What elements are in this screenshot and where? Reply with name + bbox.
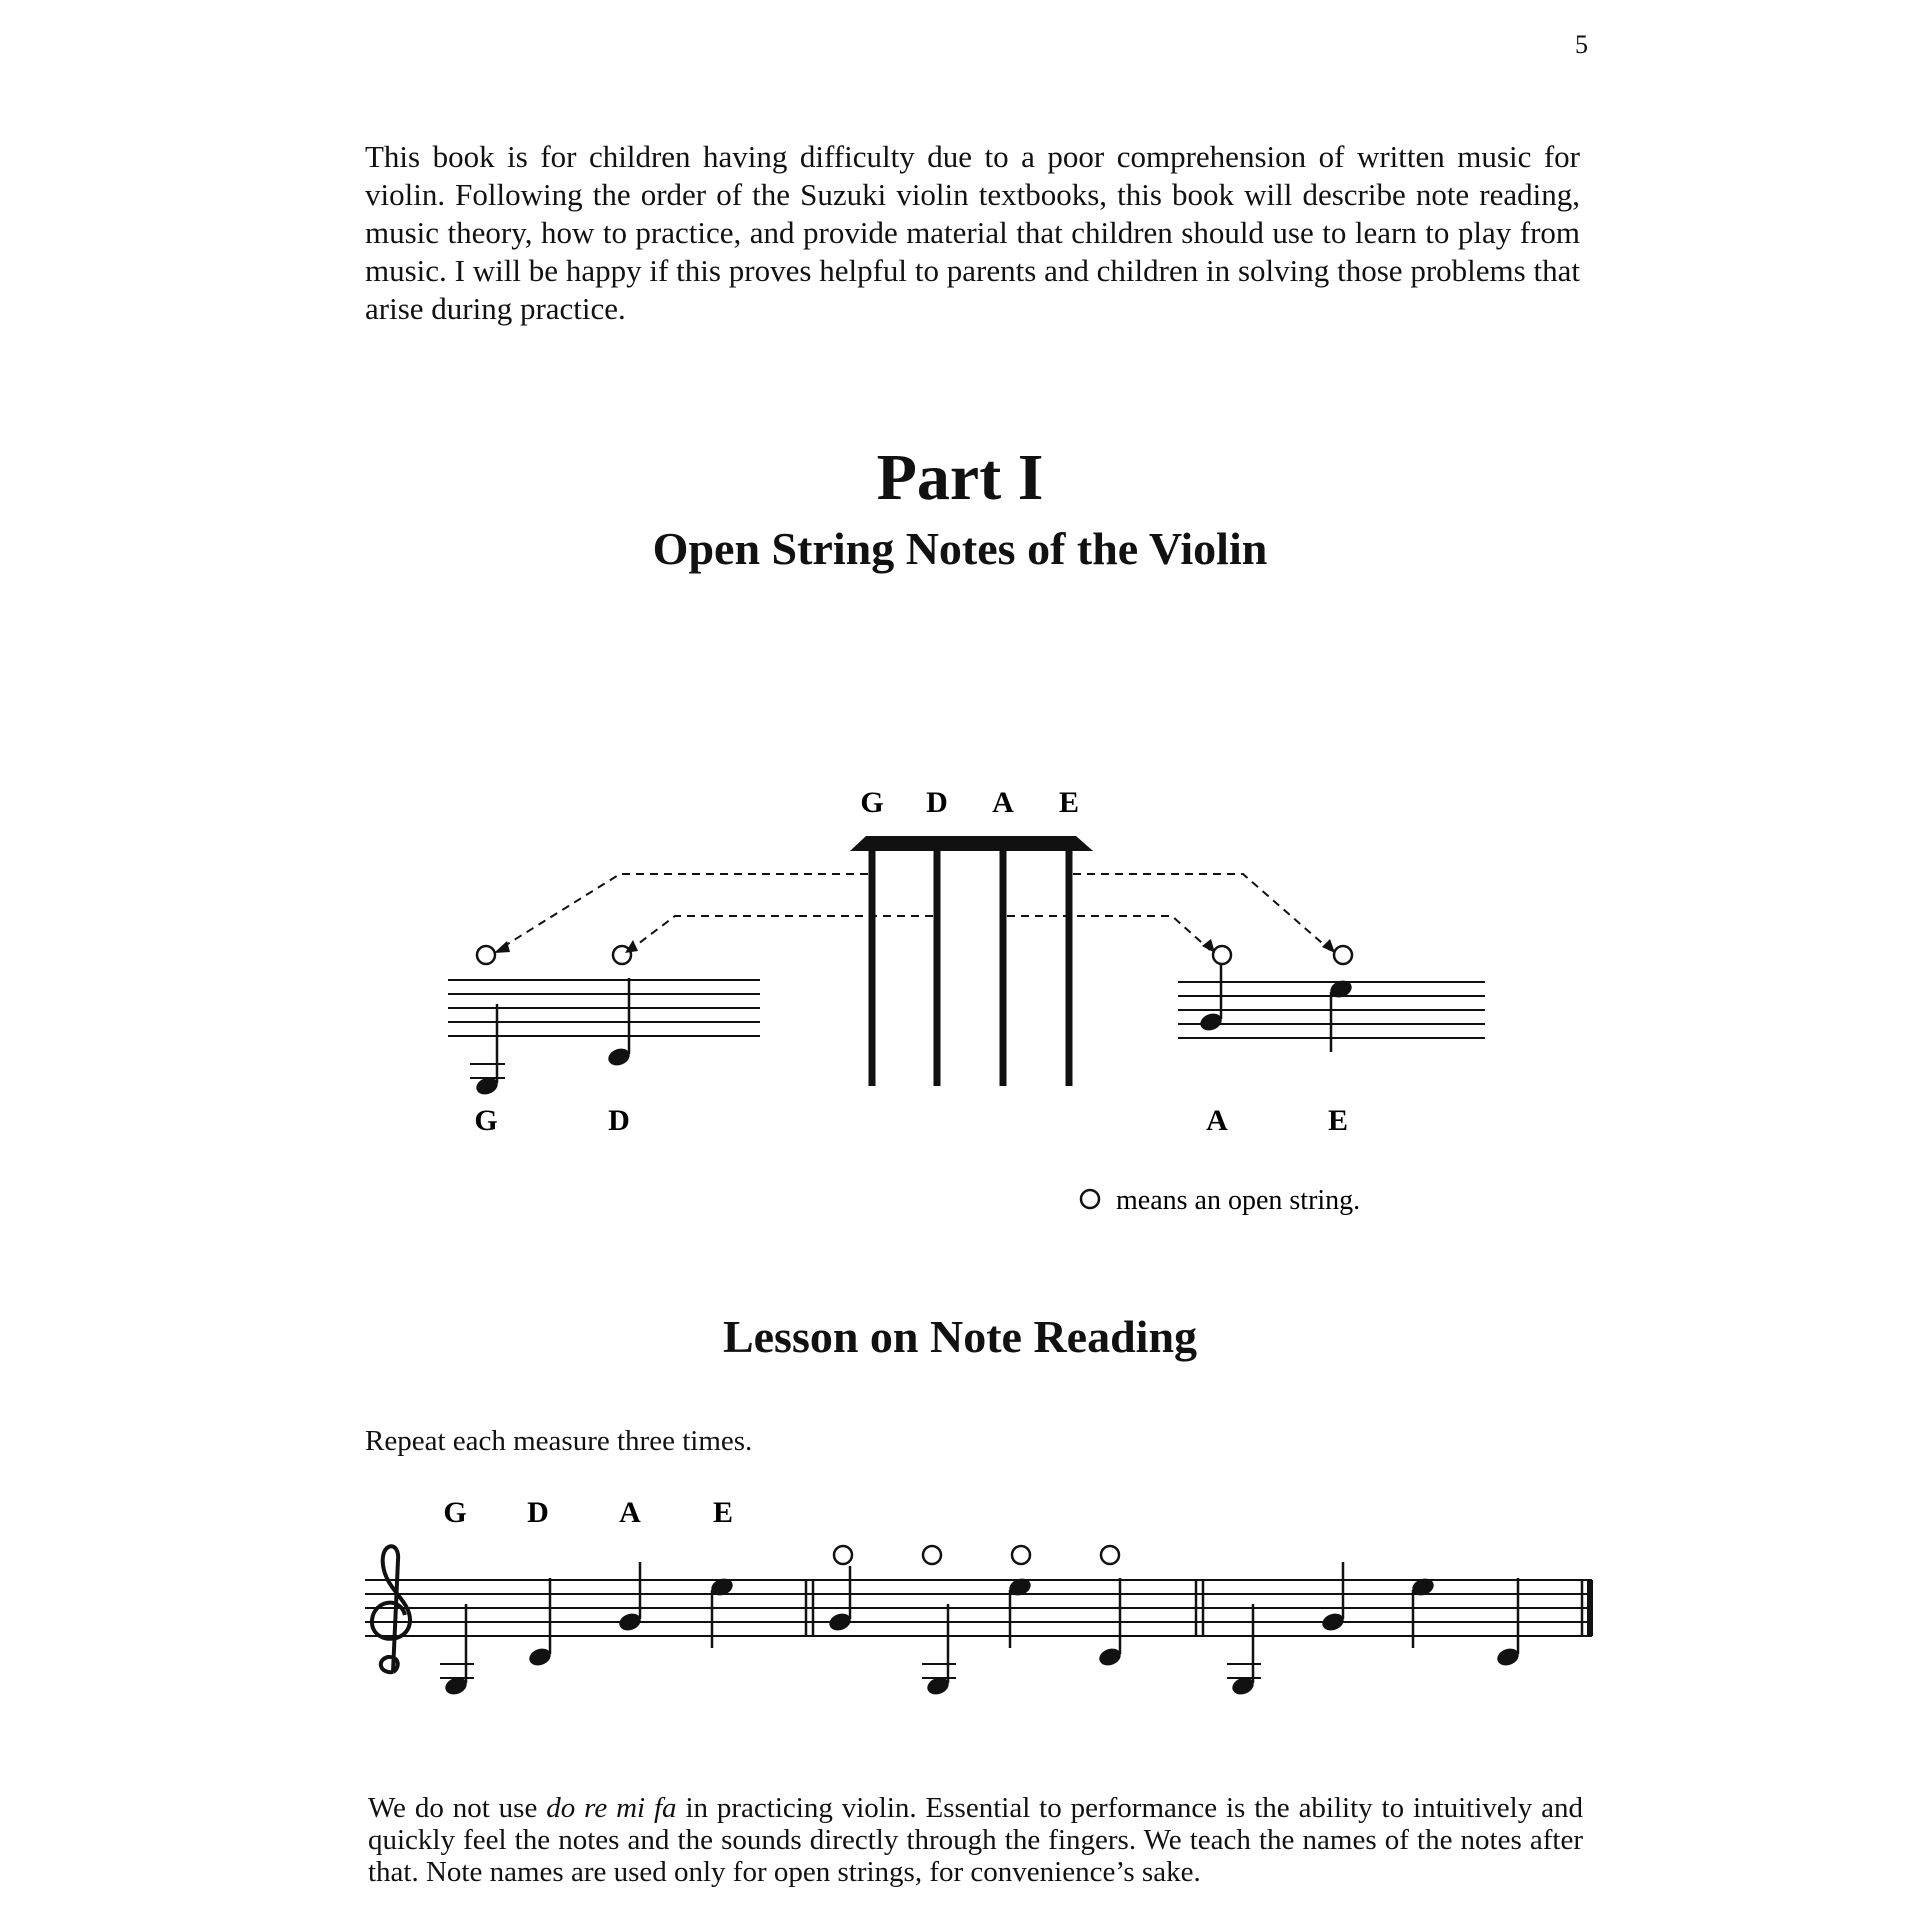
measure-1-note-e: [709, 1576, 735, 1648]
lesson-label-a: A: [619, 1496, 641, 1529]
intro-paragraph: This book is for children having difficulty due to a poor comprehension of written music for violin. Following the order of the Suzuki violin textbooks, this book will describe note reading, music theory, how to practice, and provide material that children should use to learn to play from music. I will be happy if this proves helpful to parents and children in solving those problems that arise during practice.: [365, 139, 1580, 326]
lesson-label-g: G: [443, 1496, 467, 1529]
measure-2-note-g: [925, 1604, 951, 1697]
lesson-label-e: E: [712, 1496, 734, 1529]
note-label-d: D: [608, 1104, 630, 1137]
measure-2-note-e: [1007, 1576, 1033, 1648]
lesson-title: Lesson on Note Reading: [722, 1311, 1198, 1362]
note-label-e: E: [1327, 1104, 1349, 1137]
note-label-g: G: [474, 1104, 498, 1137]
lesson-label-d: D: [527, 1496, 549, 1529]
part-subtitle: Open String Notes of the Violin: [652, 523, 1268, 574]
measure-2-note-d: [1097, 1578, 1123, 1668]
measure-2-note-a: [827, 1566, 853, 1633]
measure-1-note-d: [527, 1578, 553, 1668]
note-label-a: A: [1206, 1104, 1228, 1137]
string-label-g: G: [860, 786, 884, 819]
string-label-e: E: [1058, 786, 1080, 819]
part-title: Part I: [876, 441, 1044, 514]
measure-1: [443, 1562, 735, 1697]
measure-3-note-d: [1495, 1578, 1521, 1668]
lesson-instruction: Repeat each measure three times.: [365, 1425, 753, 1457]
string-label-a: A: [992, 786, 1014, 819]
measure-3-note-g: [1230, 1604, 1256, 1697]
measure-2-open-circles: [834, 1546, 1119, 1564]
closing-text-end: in practicing violin. Essential to performance is the ability to intuitively and quickly feel the notes and the sounds directly through the fingers. We teach the names of the notes after that. Note names are used only for open strings, for convenience’s sake.: [368, 1792, 1583, 1888]
measure-1-note-a: [617, 1562, 643, 1633]
measure-3-note-a: [1320, 1562, 1346, 1633]
measure-3-note-e: [1410, 1576, 1436, 1648]
closing-text-start: We do not use: [368, 1792, 547, 1824]
treble-clef-icon: [372, 1546, 410, 1672]
string-label-d: D: [926, 786, 948, 819]
legend-text: means an open string.: [1116, 1185, 1361, 1216]
page-number: 5: [1575, 30, 1588, 59]
ledger-lines: [440, 1664, 1261, 1678]
closing-italic-solfege: do re mi fa: [546, 1792, 677, 1824]
measure-1-note-g: [443, 1604, 469, 1697]
closing-paragraph: [368, 1792, 1583, 1888]
measure-3: [1230, 1562, 1521, 1697]
